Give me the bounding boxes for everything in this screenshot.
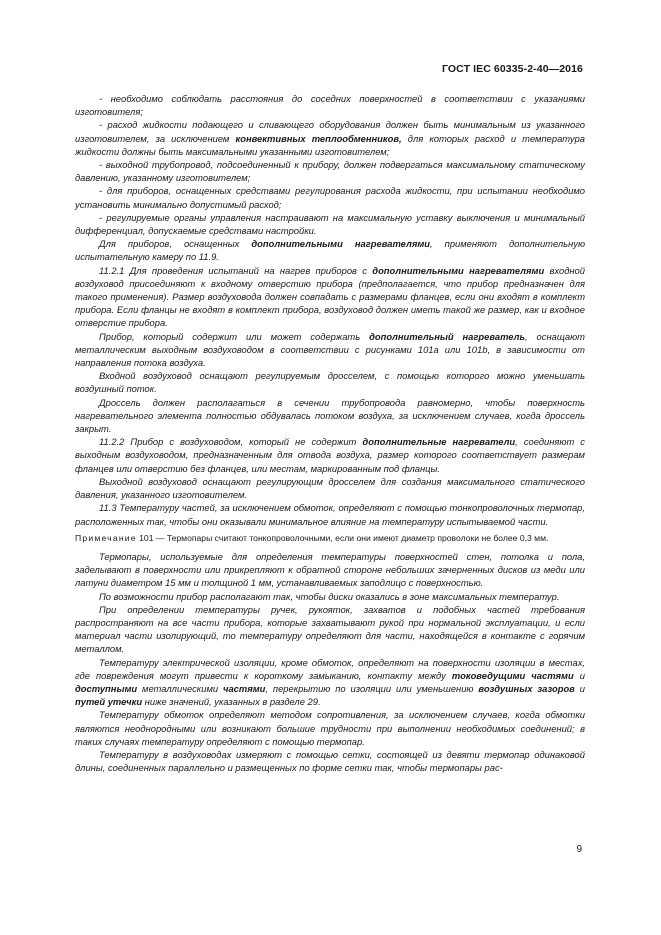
list-item: - необходимо соблюдать расстояния до соседних поверхностей в соответствии с указаниями изготовителя; [75,93,585,118]
paragraph-11-3: 11.3 Температуру частей, за исключением обмоток, определяют с помощью тонкопроволочных термопар, расположенных так, чтобы они оказывали минимальное влияние на температуру испытываемой части. [75,502,585,527]
paragraph: Температуру обмоток определяют методом сопротивления, за исключением случаев, когда обмотки являются неоднородными или возникают большие трудности при выполнении необходимых соединений; в таких случаях температуру определяют с помощью термопар. [75,709,585,747]
list-item: - регулируемые органы управления настраивают на максимальную уставку выключения и минимальный дифференциал, допускаемые средствами настройки. [75,211,585,237]
paragraph: При определении температуры ручек, рукояток, захватов и подобных частей требования распространяют на все части прибора, которые захватывают рукой при нормальной эксплуатации, и если материал части изолирующий, то температуру определяют для части, находящейся в контакте с горячим металлом. [75,603,585,655]
paragraph: Для приборов, оснащенных дополнительными нагревателями, применяют дополнительную испытательную камеру по 11.9. [75,238,585,263]
note [75,532,585,544]
note-text: — Термопары считают тонкопроволочными, если они имеют диаметр проволоки не более 0,3 мм. [153,532,549,543]
note-label: Примечание [75,532,137,543]
document-body [75,92,585,774]
document-header: ГОСТ IEC 60335-2-40—2016 [441,63,583,75]
paragraph: Выходной воздуховод оснащают регулирующим дросселем для создания максимального статического давления, указанного изготовителем. [75,475,585,501]
list-item: - для приборов, оснащенных средствами регулирования расхода жидкости, при испытании необходимо установить минимально допустимый расход; [75,185,585,210]
list-item: - выходной трубопровод, подсоединенный к прибору, должен подвергаться максимальному статическому давлению, указанному изготовителем; [75,159,585,184]
list-item: - расход жидкости подающего и сливающего оборудования должен быть минимальным из указанного изготовителем, за исключением конвективных теплообменников, для которых расход и температура жидкости должны быть максимальными указанными изготовителем; [75,119,585,157]
paragraph: Входной воздуховод оснащают регулируемым дросселем, с помощью которого можно уменьшать воздушный поток. [75,370,585,395]
paragraph: Дроссель должен располагаться в сечении трубопровода равномерно, чтобы поверхность нагревательного элемента полностью обдувалась потоком воздуха, за исключением случаев, когда дроссель закрыт. [75,396,585,435]
paragraph: По возможности прибор располагают так, чтобы диски оказались в зоне максимальных температур. [99,590,560,602]
note-number: 101 [139,532,154,543]
paragraph-11-2-2: 11.2.2 Прибор с воздуховодом, который не содержит дополнительные нагреватели, соединяют с выходным воздуховодом, предназначенным для отвода воздуха, размер которого соответствует размерам фланцев или отверстию без фланцев, или местам, маркированным под фланцы. [75,436,585,474]
paragraph-11-2-1: 11.2.1 Для проведения испытаний на нагрев приборов с дополнительными нагревателями входной воздуховод присоединяют к входному отверстию прибора (предполагается, что прибор предназначен для такого применения). Размер воздуховода должен совпадать с размерами фланцев, если они входят в комплект прибора. Если фланцы не входят в комплект прибора, воздуховод должен иметь такой же размер, как и входное отверстие прибора. [75,264,585,329]
paragraph: Термопары, используемые для определения температуры поверхностей стен, потолка и пола, заделывают в поверхности или прикрепляют к обратной стороне небольших зачерненных дисков из меди или латуни диаметром 15 мм и толщиной 1 мм, устанавливаемых заподлицо с поверхностью. [75,550,585,589]
paragraph: Температуру в воздуховодах измеряют с помощью сетки, состоящей из девяти термопар одинаковой длины, соединенных параллельно и размещенных по форме сетки так, чтобы термопары рас- [75,748,585,774]
paragraph: Температуру электрической изоляции, кроме обмоток, определяют на поверхности изоляции в местах, где повреждения могут привести к короткому замыканию, контакту между токоведущими частями и доступными металлическими частями, перекрытию по изоляции или уменьшению воздушных зазоров и путей утечки ниже значений, указанных в разделе 29. [75,656,585,708]
page-number: 9 [576,844,582,855]
paragraph: Прибор, который содержит или может содержать дополнительный нагреватель, оснащают металлическим выходным воздуховодом в соответствии с рисунками 101a или 101b, в зависимости от направления потока воздуха. [75,330,585,369]
